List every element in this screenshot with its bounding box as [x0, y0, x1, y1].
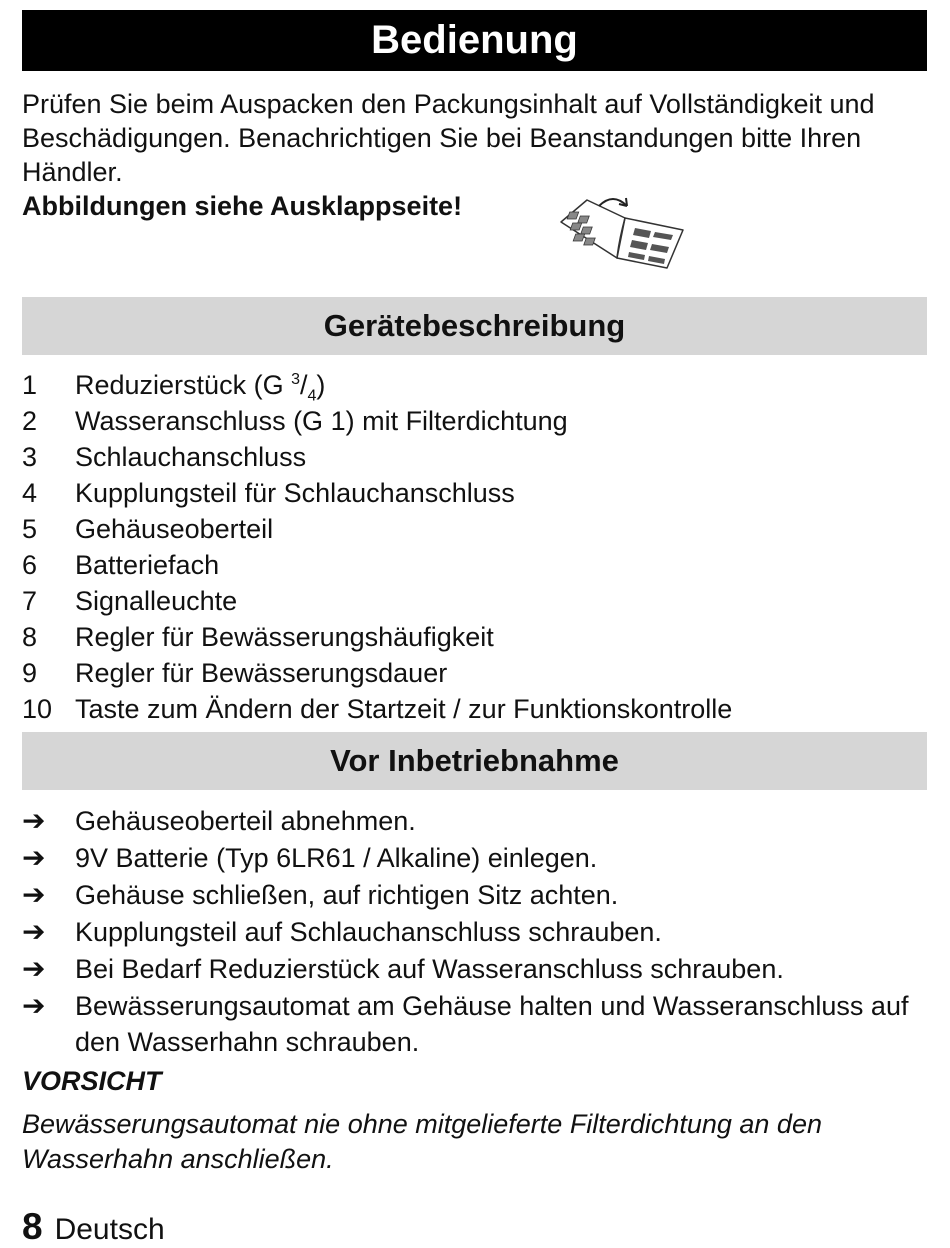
item-text: Gehäuseoberteil: [75, 514, 274, 544]
item-text: Reduzierstück (G $^3/_4$): [75, 370, 326, 405]
item-number: 2: [22, 406, 38, 436]
item-number: 6: [22, 550, 38, 580]
arrow-icon: ➔: [22, 879, 46, 910]
item-text: Taste zum Ändern der Startzeit / zur Funktionskontrolle: [75, 694, 733, 724]
parts-list-item: [22, 367, 932, 403]
intro-paragraph: Prüfen Sie beim Auspacken den Packungsinhalt auf Vollständigkeit und Beschädigungen. Benachrichtigen Sie bei Beanstandungen bitte Ihren Händler.: [22, 89, 875, 187]
fraction-slash: /: [300, 370, 308, 400]
item-number: 5: [22, 514, 38, 544]
language-label: Deutsch: [54, 1213, 165, 1246]
arrow-icon: ➔: [22, 805, 46, 836]
section-heading-text: Gerätebeschreibung: [323, 308, 626, 343]
arrow-icon: ➔: [22, 990, 46, 1021]
step-item: [22, 840, 932, 876]
caution-text: Bewässerungsautomat nie ohne mitgelieferte Filterdichtung an den Wasserhahn anschließen.: [22, 1109, 822, 1174]
item-text: Kupplungsteil für Schlauchanschluss: [75, 478, 515, 508]
page-footer: [22, 1206, 165, 1248]
step-item: [22, 951, 932, 987]
foldout-booklet-icon: [555, 192, 690, 272]
step-item: [22, 803, 932, 839]
parts-list-item: [22, 655, 932, 691]
arrow-icon: ➔: [22, 842, 46, 873]
intro-section: [22, 87, 932, 223]
parts-list-item: [22, 583, 932, 619]
section-heading-text: Vor Inbetriebnahme: [330, 743, 619, 778]
parts-list-item: [22, 547, 932, 583]
fraction-numerator: 3: [291, 371, 300, 388]
parts-list-item: [22, 691, 932, 727]
item-number: 1: [22, 370, 38, 400]
arrow-icon: ➔: [22, 916, 46, 947]
item-number: 4: [22, 478, 38, 508]
section-heading-device-description: [22, 297, 927, 355]
steps-list: [22, 803, 932, 1061]
item-text: Regler für Bewässerungsdauer: [75, 658, 448, 688]
item-number: 10: [22, 694, 53, 724]
step-text: 9V Batterie (Typ 6LR61 / Alkaline) einlegen.: [75, 843, 598, 873]
step-text: Kupplungsteil auf Schlauchanschluss schrauben.: [75, 917, 662, 947]
fraction-denominator: 4: [307, 387, 317, 405]
foldout-note: Abbildungen siehe Ausklappseite!: [22, 191, 463, 221]
step-text: Bei Bedarf Reduzierstück auf Wasseranschluss schrauben.: [75, 954, 784, 984]
item-text: Batteriefach: [75, 550, 220, 580]
item-text: Schlauchanschluss: [75, 442, 307, 472]
parts-list-item: [22, 619, 932, 655]
item-number: 8: [22, 622, 38, 652]
parts-list-item: [22, 475, 932, 511]
item-number: 9: [22, 658, 38, 688]
item-text: Wasseranschluss (G 1) mit Filterdichtung: [75, 406, 568, 436]
item-text: Signalleuchte: [75, 586, 238, 616]
parts-list-item: [22, 403, 932, 439]
page-title-text: Bedienung: [371, 18, 578, 62]
step-item: [22, 988, 932, 1060]
parts-list-item: [22, 511, 932, 547]
step-text: Gehäuse schließen, auf richtigen Sitz achten.: [75, 880, 619, 910]
item-number: 7: [22, 586, 38, 616]
fraction-close: ): [316, 370, 326, 400]
page-number: 8: [22, 1206, 43, 1247]
step-item: [22, 877, 932, 913]
parts-list: [22, 367, 932, 727]
step-text: Bewässerungsautomat am Gehäuse halten und Wasseranschluss auf den Wasserhahn schrauben.: [75, 991, 909, 1057]
parts-list-item: [22, 439, 932, 475]
step-item: [22, 914, 932, 950]
caution-heading: VORSICHT: [22, 1066, 162, 1096]
item-text: Regler für Bewässerungshäufigkeit: [75, 622, 494, 652]
page-title: [22, 10, 927, 71]
section-heading-before-use: [22, 732, 927, 790]
arrow-icon: ➔: [22, 953, 46, 984]
item-number: 3: [22, 442, 38, 472]
step-text: Gehäuseoberteil abnehmen.: [75, 806, 416, 836]
